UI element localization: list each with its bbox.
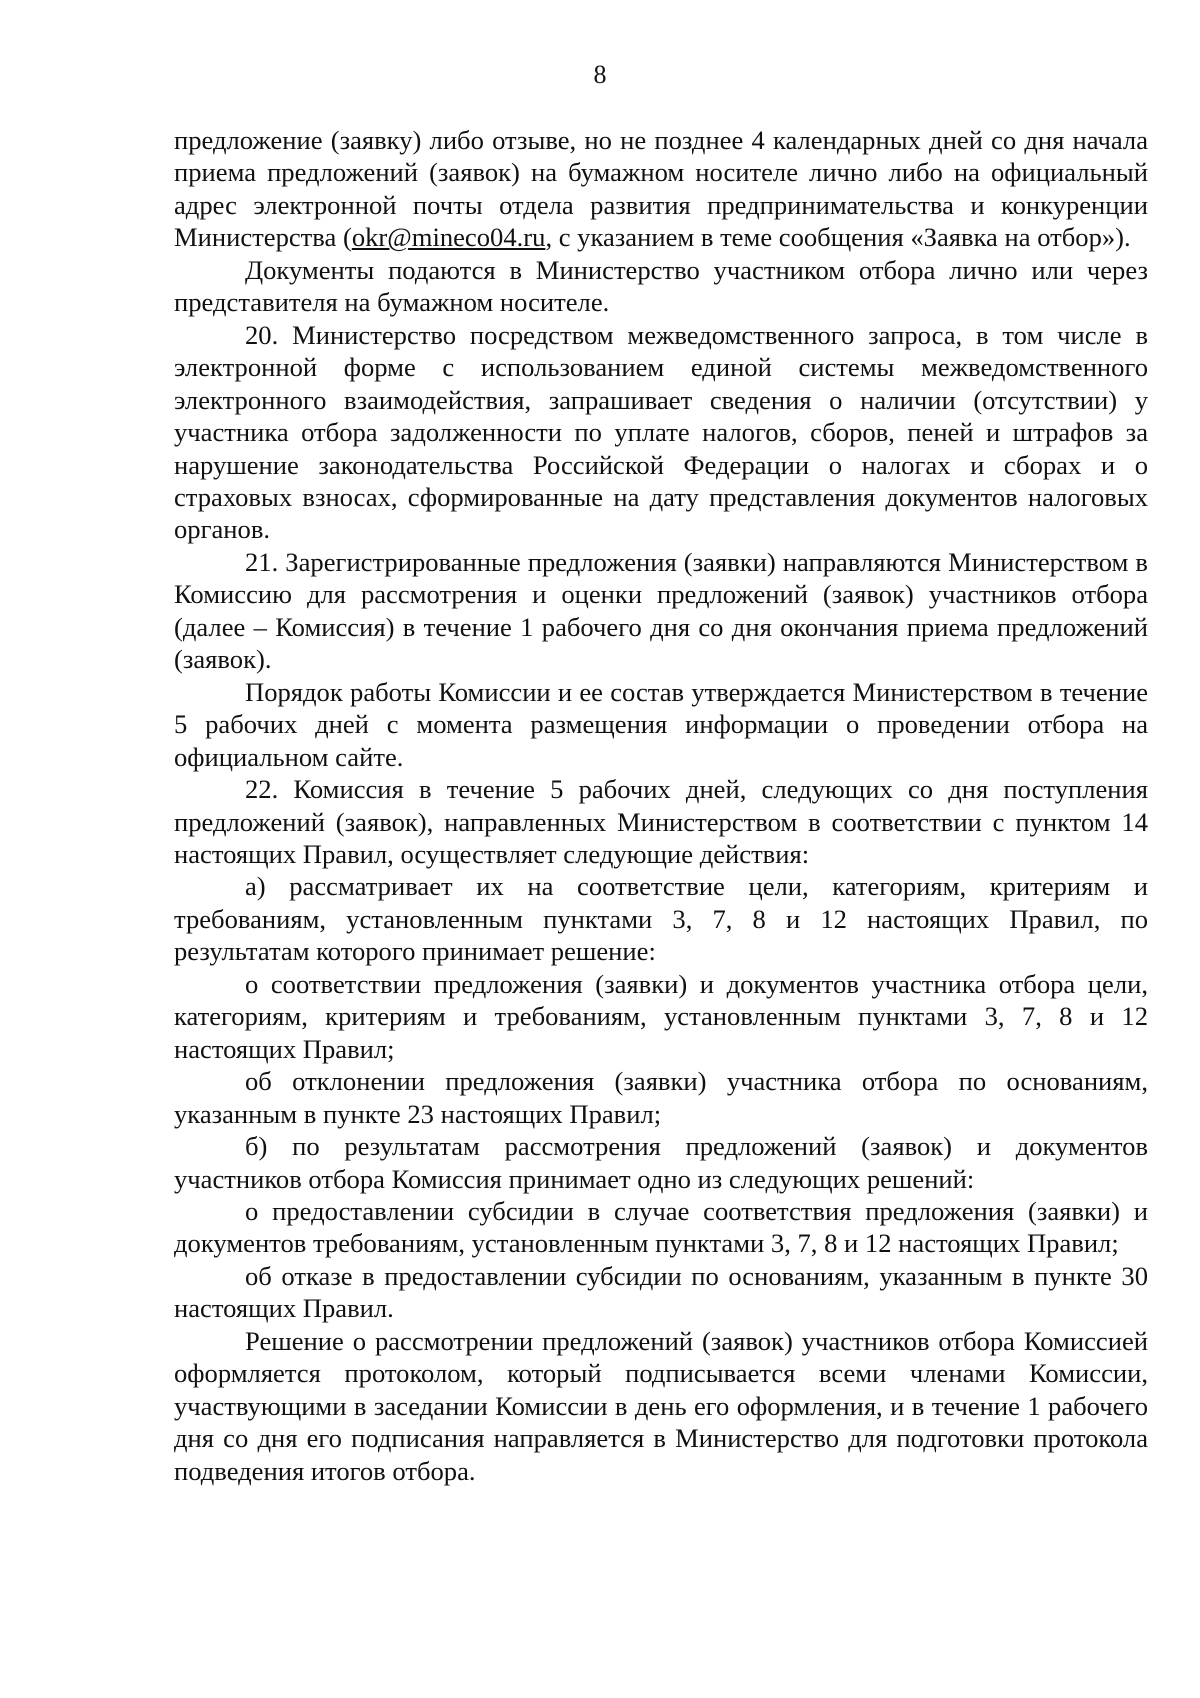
paragraph-rejection-decision: об отклонении предложения (заявки) участника отбора по основаниям, указанным в пункте 23 настоящих Правил; [174, 1066, 1148, 1129]
paragraph-grant-decision: о предоставлении субсидии в случае соответствия предложения (заявки) и документов требованиям, установленным пунктами 3, 7, 8 и 12 настоящих Правил; [174, 1195, 1148, 1259]
paragraph-refusal-decision: об отказе в предоставлении субсидии по основаниям, указанным в пункте 30 настоящих Правил. [174, 1260, 1148, 1324]
paragraph-continued-submission [174, 124, 1148, 254]
paragraph-item-22: 22. Комиссия в течение 5 рабочих дней, следующих со дня поступления предложений (заявок), направленных Министерством в соответствии с пунктом 14 настоящих Правил, осуществляет следующие действия: [174, 774, 1148, 869]
paragraph-item-20: 20. Министерство посредством межведомственного запроса, в том числе в электронной форме с использованием единой системы межведомственного электронного взаимодействия, запрашивает сведения о наличии (отсутствии) у участника отбора задолженности по уплате налогов, сборов, пеней и штрафов за нарушение законодательства Российской Федерации о налогах и сборах и о страховых взносах, сформированные на дату представления документов налоговых органов. [174, 319, 1148, 545]
page-number: 8 [593, 60, 607, 89]
paragraph-subitem-a: а) рассматривает их на соответствие цели, категориям, критериям и требованиям, установленным пунктами 3, 7, 8 и 12 настоящих Правил, по результатам которого принимает решение: [174, 871, 1148, 967]
paragraph-item-21: 21. Зарегистрированные предложения (заявки) направляются Министерством в Комиссию для рассмотрения и оценки предложений (заявок) участников отбора (далее – Комиссия) в течение 1 рабочего дня со дня окончания приема предложений (заявок). [174, 546, 1148, 675]
paragraph-subitem-b: б) по результатам рассмотрения предложений (заявок) и документов участников отбора Комиссия принимает одно из следующих решений: [174, 1131, 1148, 1194]
paragraph-protocol-decision: Решение о рассмотрении предложений (заявок) участников отбора Комиссией оформляется протоколом, который подписывается всеми членами Комиссии, участвующими в заседании Комиссии в день его оформления, и в течение 1 рабочего дня со дня его подписания направляется в Министерство для подготовки протокола подведения итогов отбора. [174, 1325, 1148, 1486]
paragraph-documents-submission: Документы подаются в Министерство участником отбора лично или через представителя на бумажном носителе. [174, 254, 1148, 318]
email-link[interactable]: okr@mineco04.ru [351, 222, 546, 253]
paragraph-commission-procedure: Порядок работы Комиссии и ее состав утверждается Министерством в течение 5 рабочих дней с момента размещения информации о проведении отбора на официальном сайте. [174, 676, 1148, 772]
document-body [174, 124, 1148, 1487]
paragraph-compliance-decision: о соответствии предложения (заявки) и документов участника отбора цели, категориям, критериям и требованиям, установленным пунктами 3, 7, 8 и 12 настоящих Правил; [174, 968, 1148, 1064]
paragraph-text: , с указанием в теме сообщения «Заявка на отбор»). [545, 222, 1131, 253]
paragraph-text: предложение (заявку) либо отзыве, но не позднее 4 календарных дней со дня начала приема предложений (заявок) на бумажном носителе лично либо на официальный адрес электронной почты отдела развития предпринимательства и конкуренции Министерства ( [174, 125, 1148, 253]
